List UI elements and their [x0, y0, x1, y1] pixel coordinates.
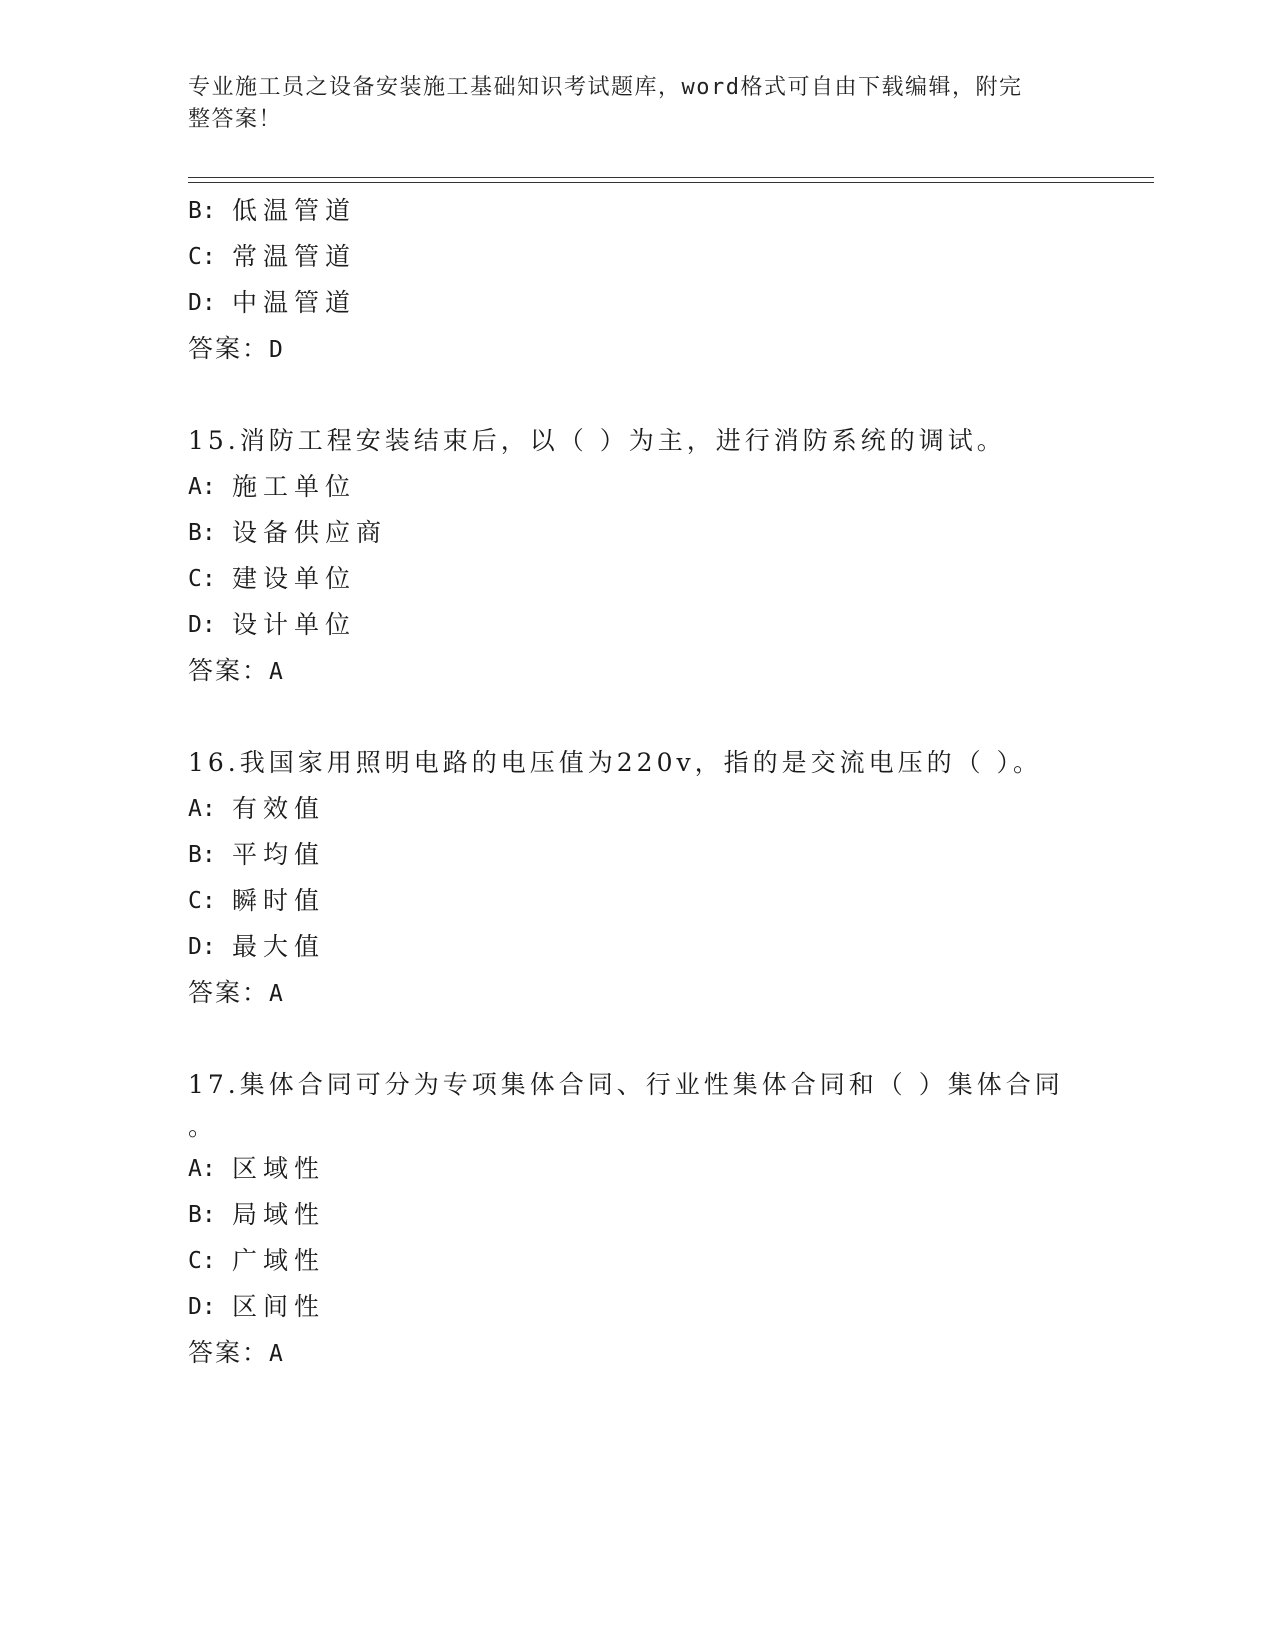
- document-header: [188, 72, 1068, 136]
- option-letter: D:: [188, 290, 216, 316]
- option-d: [188, 924, 1088, 970]
- option-text: 有效值: [232, 794, 326, 823]
- option-letter: C:: [188, 566, 216, 592]
- spacer: [188, 1016, 1088, 1062]
- option-letter: C:: [188, 888, 216, 914]
- question-15: [188, 418, 1088, 694]
- option-a: [188, 464, 1088, 510]
- option-letter: B:: [188, 842, 216, 868]
- option-letter: B:: [188, 198, 216, 224]
- option-b: [188, 1192, 1088, 1238]
- question-list: [188, 188, 1088, 1376]
- option-text: 区间性: [232, 1292, 326, 1321]
- option-letter: A:: [188, 474, 216, 500]
- option-letter: B:: [188, 1202, 216, 1228]
- option-b: [188, 832, 1088, 878]
- answer: [188, 326, 1088, 372]
- option-letter: C:: [188, 244, 216, 270]
- answer-value: A: [269, 981, 285, 1007]
- option-b: [188, 510, 1088, 556]
- option-d: [188, 602, 1088, 648]
- answer-value: A: [269, 659, 285, 685]
- option-a: [188, 1146, 1088, 1192]
- question-14: [188, 188, 1088, 372]
- option-letter: D:: [188, 612, 216, 638]
- option-letter: A:: [188, 1156, 216, 1182]
- option-letter: B:: [188, 520, 216, 546]
- answer: [188, 648, 1088, 694]
- header-divider-top: [188, 177, 1154, 178]
- header-line-1: 专业施工员之设备安装施工基础知识考试题库，word格式可自由下载编辑，附完: [188, 75, 1023, 100]
- option-text: 平均值: [232, 840, 326, 869]
- spacer: [188, 372, 1088, 418]
- option-text: 设计单位: [232, 610, 357, 639]
- option-text: 建设单位: [232, 564, 357, 593]
- answer-label: 答案：: [188, 656, 270, 685]
- answer: [188, 970, 1088, 1016]
- question-stem: 16.我国家用照明电路的电压值为220v，指的是交流电压的（ ）。: [188, 748, 1043, 777]
- question-stem: 15.消防工程安装结束后，以（ ）为主，进行消防系统的调试。: [188, 426, 1006, 455]
- question-stem: 17.集体合同可分为专项集体合同、行业性集体合同和（ ）集体合同: [188, 1070, 1064, 1099]
- option-text: 常温管道: [232, 242, 357, 271]
- option-c: [188, 556, 1088, 602]
- answer-value: A: [269, 1341, 285, 1367]
- option-text: 中温管道: [232, 288, 357, 317]
- header-line-2: 整答案！: [188, 107, 283, 132]
- option-d: [188, 280, 1088, 326]
- option-letter: D:: [188, 1294, 216, 1320]
- answer-value: D: [269, 337, 285, 363]
- spacer: [188, 694, 1088, 740]
- option-letter: C:: [188, 1248, 216, 1274]
- answer-label: 答案：: [188, 978, 270, 1007]
- question-17: [188, 1062, 1088, 1376]
- header-divider-bottom: [188, 182, 1154, 183]
- option-text: 局域性: [232, 1200, 326, 1229]
- option-text: 广域性: [232, 1246, 326, 1275]
- option-c: [188, 234, 1088, 280]
- answer-label: 答案：: [188, 1338, 270, 1367]
- option-text: 最大值: [232, 932, 326, 961]
- option-a: [188, 786, 1088, 832]
- option-c: [188, 1238, 1088, 1284]
- option-c: [188, 878, 1088, 924]
- answer: [188, 1330, 1088, 1376]
- option-text: 区域性: [232, 1154, 326, 1183]
- option-text: 设备供应商: [232, 518, 388, 547]
- option-letter: D:: [188, 934, 216, 960]
- answer-label: 答案：: [188, 334, 270, 363]
- option-text: 瞬时值: [232, 886, 326, 915]
- option-letter: A:: [188, 796, 216, 822]
- question-stem-continuation: 。: [188, 1112, 218, 1141]
- option-text: 施工单位: [232, 472, 357, 501]
- question-16: [188, 740, 1088, 1016]
- option-b: [188, 188, 1088, 234]
- option-d: [188, 1284, 1088, 1330]
- option-text: 低温管道: [232, 196, 357, 225]
